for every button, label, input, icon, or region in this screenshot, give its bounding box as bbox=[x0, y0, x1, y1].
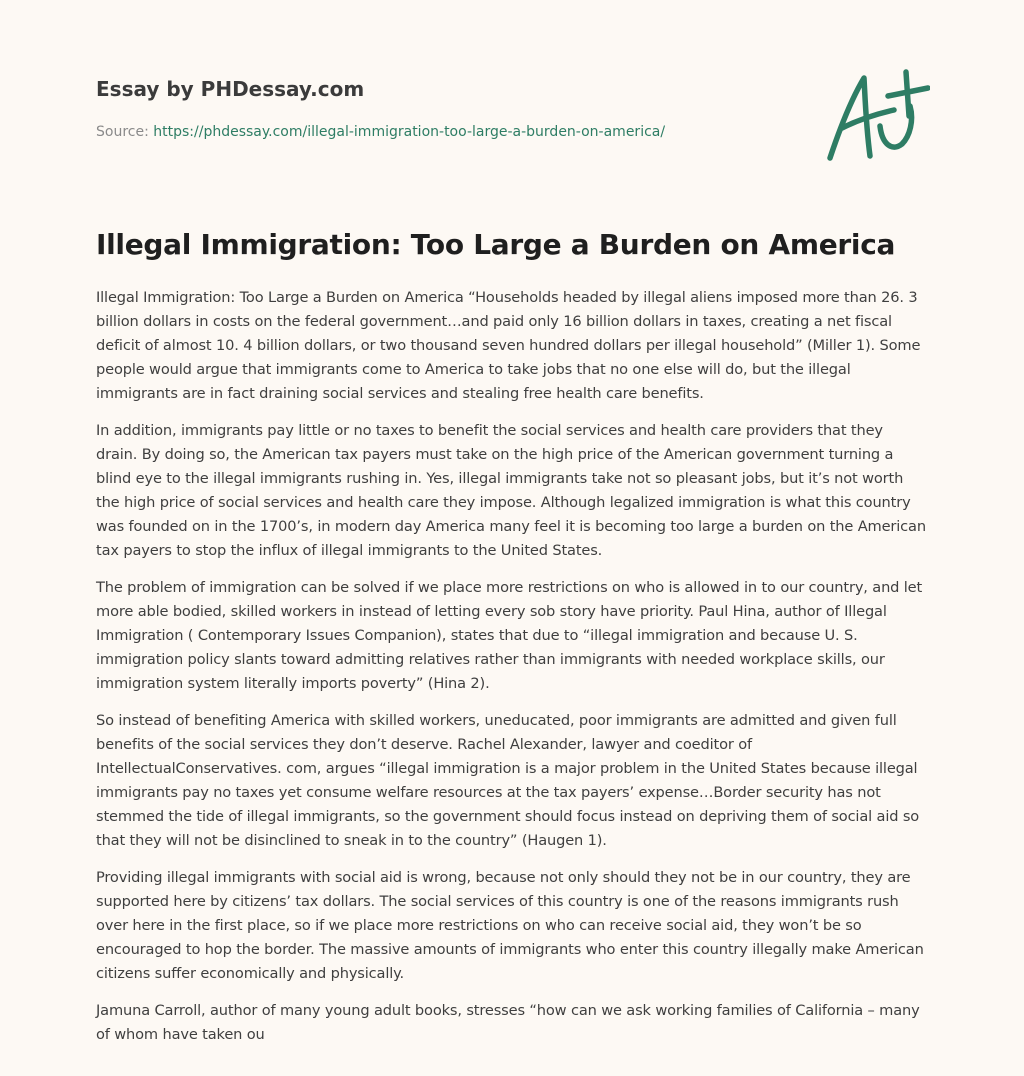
source-link[interactable]: https://phdessay.com/illegal-immigration-too-large-a-burden-on-america/ bbox=[153, 124, 666, 140]
essay-title: Illegal Immigration: Too Large a Burden on America bbox=[96, 228, 896, 261]
source-label: Source: bbox=[96, 124, 149, 140]
essay-header bbox=[96, 74, 796, 142]
essay-body bbox=[96, 286, 928, 1060]
source-line bbox=[96, 122, 796, 142]
essay-paragraph: Jamuna Carroll, author of many young adult books, stresses “how can we ask working families of California – many of whom have taken ou bbox=[96, 1002, 920, 1043]
site-brand: Essay by PHDessay.com bbox=[96, 77, 365, 101]
essay-paragraph: Illegal Immigration: Too Large a Burden on America “Households headed by illegal aliens imposed more than 26. 3 billion dollars in costs on the federal government…and paid only 16 billion dollars in taxes, creating a net fiscal deficit of almost 10. 4 billion dollars, or two thousand seven hundred dollars per illegal household” (Miller 1). Some people would argue that immigrants come to America to take jobs that no one else will do, but the illegal immigrants are in fact draining social services and stealing free health care benefits. bbox=[96, 289, 921, 402]
a-plus-grade-icon bbox=[818, 66, 930, 166]
essay-paragraph: Providing illegal immigrants with social aid is wrong, because not only should they not be in our country, they are supported here by citizens’ tax dollars. The social services of this country is one of the reasons immigrants rush over here in the first place, so if we place more restrictions on who can receive social aid, they won’t be so encouraged to hop the border. The massive amounts of immigrants who enter this country illegally make American citizens suffer economically and physically. bbox=[96, 869, 924, 982]
essay-paragraph: So instead of benefiting America with skilled workers, uneducated, poor immigrants are admitted and given full benefits of the social services they don’t deserve. Rachel Alexander, lawyer and coeditor of IntellectualConservatives. com, argues “illegal immigration is a major problem in the United States because illegal immigrants pay no taxes yet consume welfare resources at the tax payers’ expense…Border security has not stemmed the tide of illegal immigrants, so the government should focus instead on depriving them of social aid so that they will not be disinclined to sneak in to the country” (Haugen 1). bbox=[96, 712, 920, 849]
essay-paragraph: The problem of immigration can be solved if we place more restrictions on who is allowed in to our country, and let more able bodied, skilled workers in instead of letting every sob story have priority. Paul Hina, author of Illegal Immigration ( Contemporary Issues Companion), states that due to “illegal immigration and because U. S. immigration policy slants toward admitting relatives rather than immigrants with needed workplace skills, our immigration system literally imports poverty” (Hina 2). bbox=[96, 579, 923, 692]
essay-paragraph: In addition, immigrants pay little or no taxes to benefit the social services and health care providers that they drain. By doing so, the American tax payers must take on the high price of the American government turning a blind eye to the illegal immigrants rushing in. Yes, illegal immigrants take not so pleasant jobs, but it’s not worth the high price of social services and health care they impose. Although legalized immigration is what this country was founded on in the 1700’s, in modern day America many feel it is becoming too large a burden on the American tax payers to stop the influx of illegal immigrants to the United States. bbox=[96, 422, 926, 559]
